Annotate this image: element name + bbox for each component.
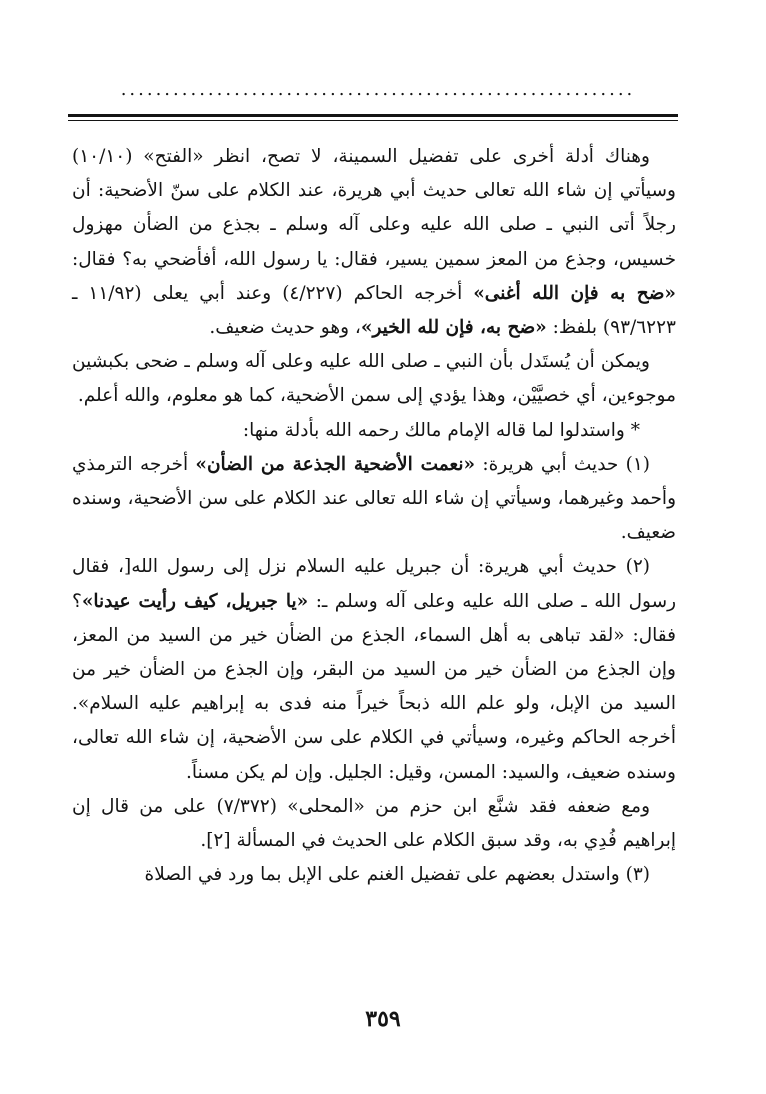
hadith-quote-2: «ضح به، فإن لله الخير» xyxy=(360,317,547,339)
paragraph-ibn-hazm: ومع ضعفه فقد شنَّع ابن حزم من «المحلى» (٧/٣٧٢) على من قال إن إبراهيم فُدِي به، وقد سبق الكلام على الحديث في المسألة [٢]. xyxy=(72,795,676,852)
header-rule-thick xyxy=(68,114,678,117)
paragraph-evidence-3: (٣) واستدل بعضهم على تفضيل الغنم على الإبل بما ورد في الصلاة xyxy=(144,864,650,886)
hadith-quote-1: «ضح به فإن الله أغنى» xyxy=(473,282,676,304)
page-number: ٣٥٩ xyxy=(365,1006,401,1032)
paragraph-evidence-2: (٢) حديث أبي هريرة: أن جبريل عليه السلام نزل إلى رسول الله[، فقال رسول الله ـ صلى الله عليه وعلى آله وسلم ـ: «يا جبريل، كيف رأيت عيدنا»؟ فقال: «لقد تباهى به أهل السماء، الجذع من الضأن خير من السيد من المعز، وإن الجذع من الضأن خير من السيد من البقر، وإن الجذع من الضأن خير من السيد من الإبل، ولو علم الله ذبحاً خيراً منه فدى به إبراهيم عليه السلام». أخرجه الحاكم وغيره، وسيأتي في الكلام على سن الأضحية، إن شاء الله تعالى، وسنده ضعيف، والسيد: المسن، وقيل: الجليل. وإن لم يكن مسناً. xyxy=(72,556,677,783)
hadith-quote-3: «نعمت الأضحية الجذعة من الضأن» xyxy=(195,453,476,475)
body-text xyxy=(72,140,676,892)
paragraph-malik-evidence: * واستدلوا لما قاله الإمام مالك رحمه الله بأدلة منها: xyxy=(242,419,640,441)
paragraph-evidence-1: (١) حديث أبي هريرة: «نعمت الأضحية الجذعة من الضأن» أخرجه الترمذي وأحمد وغيرهما، وسيأتي إن شاء الله تعالى عند الكلام على سن الأضحية، وسنده ضعيف. xyxy=(72,453,676,544)
paragraph-fath-reference: وهناك أدلة أخرى على تفضيل السمينة، لا تصح، انظر «الفتح» (١٠/١٠) وسيأتي إن شاء الله تعالى حديث أبي هريرة، عند الكلام على سنّ الأضحية: أن رجلاً أتى النبي ـ صلى الله عليه وعلى آله وسلم ـ بجذع من الضأن مهزول خسيس، وجذع من المعز سمين يسير، فقال: يا رسول الله، أفأضحي به؟ فقال: «ضح به فإن الله أغنى» أخرجه الحاكم (٤/٢٢٧) وعند أبي يعلى (١١/٩٢ ـ ٩٣/٦٢٢٣) بلفظ: «ضح به، فإن لله الخير»، وهو حديث ضعيف. xyxy=(72,146,676,339)
hadith-quote-4: «يا جبريل، كيف رأيت عيدنا» xyxy=(81,590,309,612)
header-dotted-line: ........................................................... xyxy=(120,80,636,100)
paragraph-castrated-rams: ويمكن أن يُستَدل بأن النبي ـ صلى الله عليه وعلى آله وسلم ـ ضحى بكبشين موجوءين، أي خصيَّيْن، وهذا يؤدي إلى سمن الأضحية، كما هو معلوم، والله أعلم. xyxy=(72,351,676,407)
header-rule-thin xyxy=(68,120,678,121)
